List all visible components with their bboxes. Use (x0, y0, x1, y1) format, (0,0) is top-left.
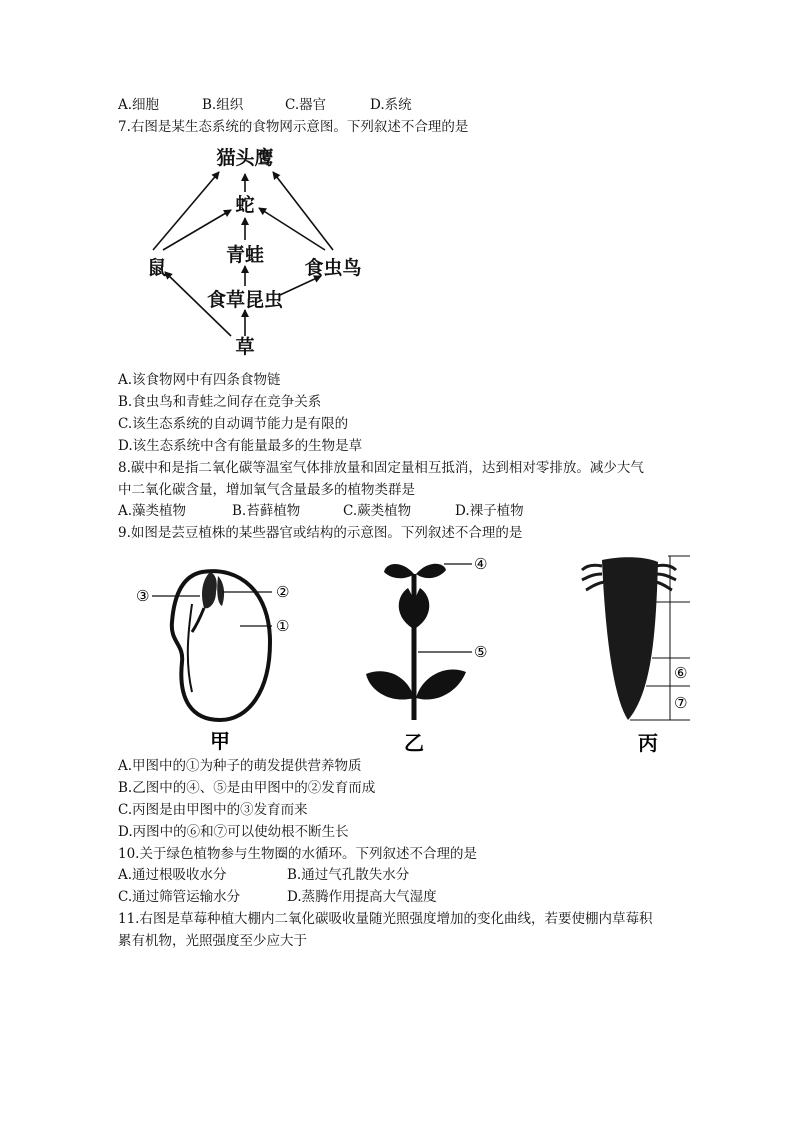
q10-option-a: A.通过根吸收水分 (118, 867, 227, 883)
root-body (602, 557, 658, 720)
leaf-bottom-left (366, 671, 414, 699)
label-bing: 丙 (638, 731, 658, 755)
q8-stem-line2: 中二氧化碳含量，增加氧气含量最多的植物类群是 (118, 482, 415, 498)
label-5: ⑤ (474, 643, 488, 661)
q8-stem-line1: 8.碳中和是指二氧化碳等温室气体排放量和固定量相互抵消，达到相对零排放。减少大气 (118, 460, 644, 476)
q6-option-d: D.系统 (370, 97, 412, 113)
node-snake: 蛇 (235, 194, 255, 216)
arrow-mouse-snake (163, 210, 231, 250)
q11-stem-line2: 累有机物，光照强度至少应大于 (118, 933, 307, 949)
q9-option-d: D.丙图中的⑥和⑦可以使幼根不断生长 (118, 824, 349, 840)
node-mouse: 鼠 (147, 257, 167, 279)
q7-option-b: B.食虫鸟和青蛙之间存在竞争关系 (118, 394, 322, 410)
leaf-top-right (416, 564, 446, 578)
q9-option-b: B.乙图中的④、⑤是由甲图中的②发育而成 (118, 780, 376, 796)
q7-option-d: D.该生态系统中含有能量最多的生物是草 (118, 438, 363, 454)
node-insect: 食草昆虫 (206, 289, 284, 311)
label-3: ③ (136, 587, 150, 605)
figure-jia-seed (130, 552, 300, 752)
q11-stem-line1: 11.右图是草莓种植大棚内二氧化碳吸收量随光照强度增加的变化曲线，若要使棚内草莓积 (118, 911, 653, 927)
q8-option-a: A.藻类植物 (118, 503, 187, 519)
q8-option-d: D.裸子植物 (455, 503, 524, 519)
leaf-bottom-right (416, 670, 466, 700)
label-1: ① (276, 617, 290, 635)
label-4: ④ (474, 555, 488, 573)
figure-bing-root-tip (576, 552, 696, 755)
node-bird: 食虫鸟 (304, 257, 362, 279)
q10-option-b: B.通过气孔散失水分 (287, 867, 410, 883)
q7-option-c: C.该生态系统的自动调节能力是有限的 (118, 416, 349, 432)
label-7: ⑦ (674, 694, 688, 712)
q8-option-b: B.苔藓植物 (232, 503, 301, 519)
figure-yi-shoot (362, 552, 502, 755)
q6-option-b: B.组织 (202, 97, 244, 113)
q6-option-c: C.器官 (285, 97, 327, 113)
q10-option-c: C.通过筛管运输水分 (118, 889, 241, 905)
arrow-bird-owl (273, 172, 333, 250)
food-web-diagram (135, 140, 395, 360)
q7-option-a: A.该食物网中有四条食物链 (118, 372, 281, 388)
q9-option-c: C.丙图是由甲图中的③发育而来 (118, 802, 308, 818)
q6-option-a: A.细胞 (118, 97, 160, 113)
label-6: ⑥ (674, 664, 688, 682)
arrow-bird-snake (259, 208, 325, 250)
q9-stem: 9.如图是芸豆植株的某些器官或结构的示意图。下列叙述不合理的是 (118, 525, 523, 541)
label-2: ② (276, 583, 290, 601)
q8-option-c: C.蕨类植物 (343, 503, 412, 519)
q10-stem: 10.关于绿色植物参与生物圈的水循环。下列叙述不合理的是 (118, 846, 477, 862)
arrow-mouse-owl (153, 172, 219, 250)
leaf-top-left (384, 564, 414, 578)
node-grass: 草 (235, 336, 255, 358)
q9-option-a: A.甲图中的①为种子的萌发提供营养物质 (118, 758, 362, 774)
node-frog: 青蛙 (225, 244, 265, 266)
label-yi: 乙 (404, 731, 424, 755)
node-owl: 猫头鹰 (216, 147, 274, 169)
q7-stem: 7.右图是某生态系统的食物网示意图。下列叙述不合理的是 (118, 119, 469, 135)
q10-option-d: D.蒸腾作用提高大气湿度 (287, 889, 437, 905)
label-jia: 甲 (210, 729, 230, 753)
